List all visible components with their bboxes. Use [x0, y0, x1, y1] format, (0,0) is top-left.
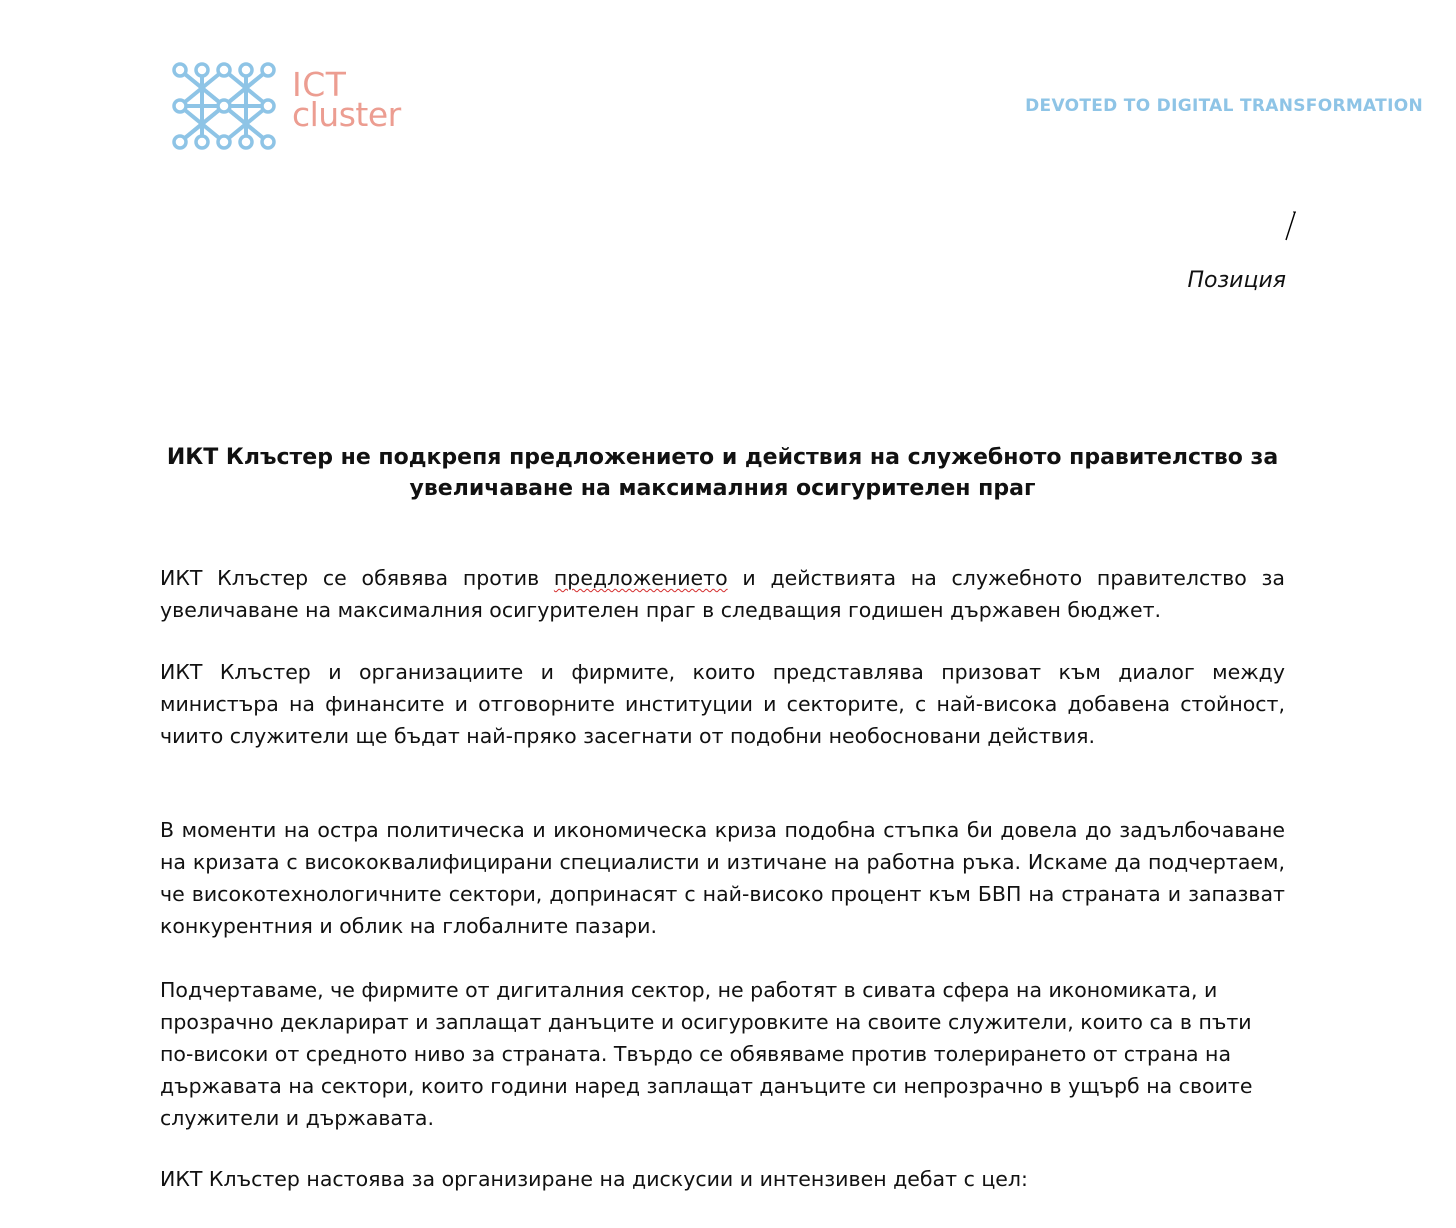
spellcheck-flagged-word[interactable]: предложението [553, 566, 728, 590]
paragraph-2: ИКТ Клъстер и организациите и фирмите, които представлява призоват към диалог между министъра на финансите и отговорните институции и секторите, с най-висока добавена стойност, чиито служители ще бъдат най-пряко засегнати от подобни необосновани действия. [160, 660, 1285, 748]
paragraph-1-after: и действията на служебното правителство за увеличаване на максималния осигурителен праг в следващия годишен държавен бюджет. [160, 566, 1285, 622]
logo-wordmark-line2: cluster [292, 95, 401, 134]
logo-wordmark [292, 65, 401, 134]
paragraph-1 [160, 562, 1285, 626]
paragraph-4: Подчертаваме, че фирмите от дигиталния сектор, не работят в сивата сфера на икономиката, и прозрачно декларират и заплащат данъците и осигуровките на своите служители, които са в пъти по-високи от средното ниво за страната. Твърдо се обявяваме против толерирането от страна на държавата на сектори, които години наред заплащат данъците си непрозрачно в ущърб на своите служители и държавата. [160, 978, 1253, 1130]
text-cursor-icon [1283, 210, 1297, 242]
paragraph-3: В моменти на остра политическа и икономическа криза подобна стъпка би довела до задълбочаване на кризата с висококвалифицирани специалисти и изтичане на работна ръка. Искаме да подчертаем, че високотехнологичните сектори, допринасят с най-високо процент към БВП на страната и запазват конкурентния и облик на глобалните пазари. [160, 818, 1285, 938]
network-grid-logo-icon [168, 58, 284, 154]
paragraph-1-before: ИКТ Клъстер се обявява против [160, 566, 554, 590]
ict-cluster-logo [168, 58, 428, 154]
header-tagline: DEVOTED TO DIGITAL TRANSFORMATION [1025, 96, 1423, 116]
document-title: ИКТ Клъстер не подкрепя предложението и действия на служебното правителство за увеличаване на максималния осигурителен праг [166, 445, 1279, 501]
paragraph-5: ИКТ Клъстер настоява за организиране на дискусии и интензивен дебат с цел: [160, 1167, 1028, 1191]
logo-wordmark-line1: ICT [292, 65, 347, 104]
document-label: Позиция [1187, 268, 1286, 293]
